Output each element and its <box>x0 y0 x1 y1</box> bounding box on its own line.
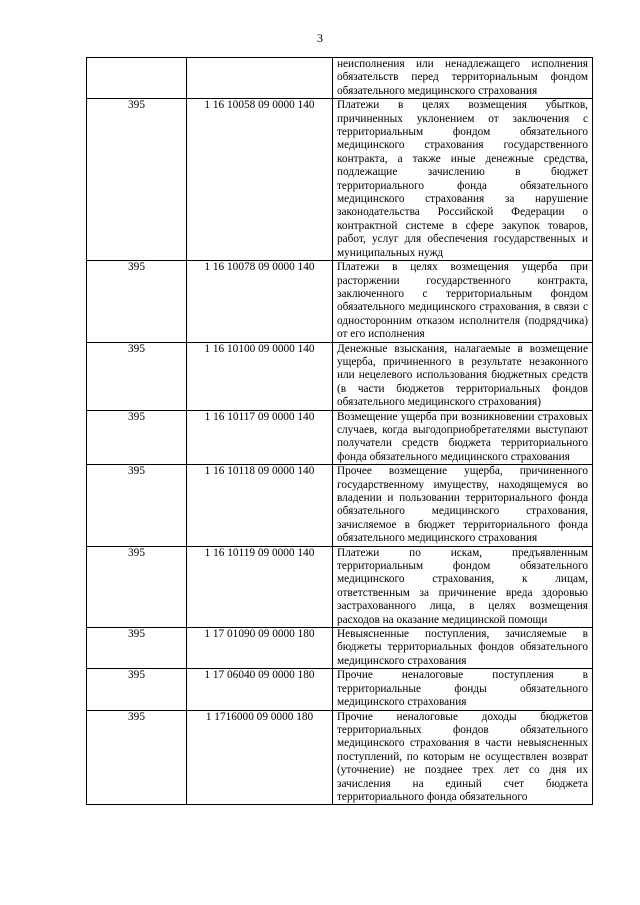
kbk-code-cell: 1 1716000 09 0000 180 <box>187 710 333 805</box>
kbk-code-cell <box>187 58 333 99</box>
kbk-code-cell: 1 16 10118 09 0000 140 <box>187 465 333 546</box>
description-cell: Прочие неналоговые поступления в территориальные фонды обязательного медицинского страхования <box>333 669 593 710</box>
kbk-code-cell: 1 16 10078 09 0000 140 <box>187 261 333 342</box>
description-cell: Прочие неналоговые доходы бюджетов территориальных фондов обязательного медицинского страхования в части невыясненных поступлений, по которым не осуществлен возврат (уточнение) не позднее трех лет со дня их зачисления на единый счет бюджета территориального фонда обязательного <box>333 710 593 805</box>
description-cell: Прочее возмещение ущерба, причиненного государственному имуществу, находящемуся во владении и пользовании территориального фонда обязательного медицинского страхования, зачисляемое в бюджет территориального фонда обязательного медицинского страхования <box>333 465 593 546</box>
table-row <box>87 628 593 669</box>
description-cell: Платежи по искам, предъявленным территориальным фондом обязательного медицинского страхования, к лицам, ответственным за причинение вреда здоровью застрахованного лица, в целях возмещения расходов на оказание медицинской помощи <box>333 546 593 627</box>
kbk-code-cell: 1 17 01090 09 0000 180 <box>187 628 333 669</box>
table-row <box>87 710 593 805</box>
kbk-code-cell: 1 16 10058 09 0000 140 <box>187 99 333 261</box>
table-row <box>87 58 593 99</box>
admin-code-cell: 395 <box>87 710 187 805</box>
description-cell: Платежи в целях возмещения ущерба при расторжении государственного контракта, заключенного с территориальным фондом обязательного медицинского страхования, в связи с односторонним отказом исполнителя (подрядчика) от его исполнения <box>333 261 593 342</box>
admin-code-cell: 395 <box>87 628 187 669</box>
table-row <box>87 546 593 627</box>
table-row <box>87 410 593 465</box>
admin-code-cell: 395 <box>87 99 187 261</box>
table-row <box>87 669 593 710</box>
admin-code-cell: 395 <box>87 410 187 465</box>
admin-code-cell <box>87 58 187 99</box>
admin-code-cell: 395 <box>87 546 187 627</box>
table-row <box>87 99 593 261</box>
description-cell: Возмещение ущерба при возникновении страховых случаев, когда выгодоприобретателями выступают получатели средств бюджета территориального фонда обязательного медицинского страхования <box>333 410 593 465</box>
admin-code-cell: 395 <box>87 342 187 410</box>
description-cell: Денежные взыскания, налагаемые в возмещение ущерба, причиненного в результате незаконного или нецелевого использования бюджетных средств (в части бюджетов территориальных фондов обязательного медицинского страхования) <box>333 342 593 410</box>
admin-code-cell: 395 <box>87 261 187 342</box>
kbk-code-cell: 1 16 10100 09 0000 140 <box>187 342 333 410</box>
kbk-code-cell: 1 16 10119 09 0000 140 <box>187 546 333 627</box>
description-cell: неисполнения или ненадлежащего исполнения обязательств перед территориальным фондом обязательного медицинского страхования <box>333 58 593 99</box>
page-number: 3 <box>317 31 323 45</box>
kbk-code-cell: 1 16 10117 09 0000 140 <box>187 410 333 465</box>
description-cell: Невыясненные поступления, зачисляемые в бюджеты территориальных фондов обязательного медицинского страхования <box>333 628 593 669</box>
table-row <box>87 261 593 342</box>
kbk-code-cell: 1 17 06040 09 0000 180 <box>187 669 333 710</box>
table-row <box>87 465 593 546</box>
admin-code-cell: 395 <box>87 669 187 710</box>
description-cell: Платежи в целях возмещения убытков, причиненных уклонением от заключения с территориальным фондом обязательного медицинского страхования государственного контракта, а также иные денежные средства, подлежащие зачислению в бюджет территориального фонда обязательного медицинского страхования за нарушение законодательства Российской Федерации о контрактной системе в сфере закупок товаров, работ, услуг для обеспечения государственных и муниципальных нужд <box>333 99 593 261</box>
table-row <box>87 342 593 410</box>
budget-revenue-table <box>86 57 593 805</box>
admin-code-cell: 395 <box>87 465 187 546</box>
